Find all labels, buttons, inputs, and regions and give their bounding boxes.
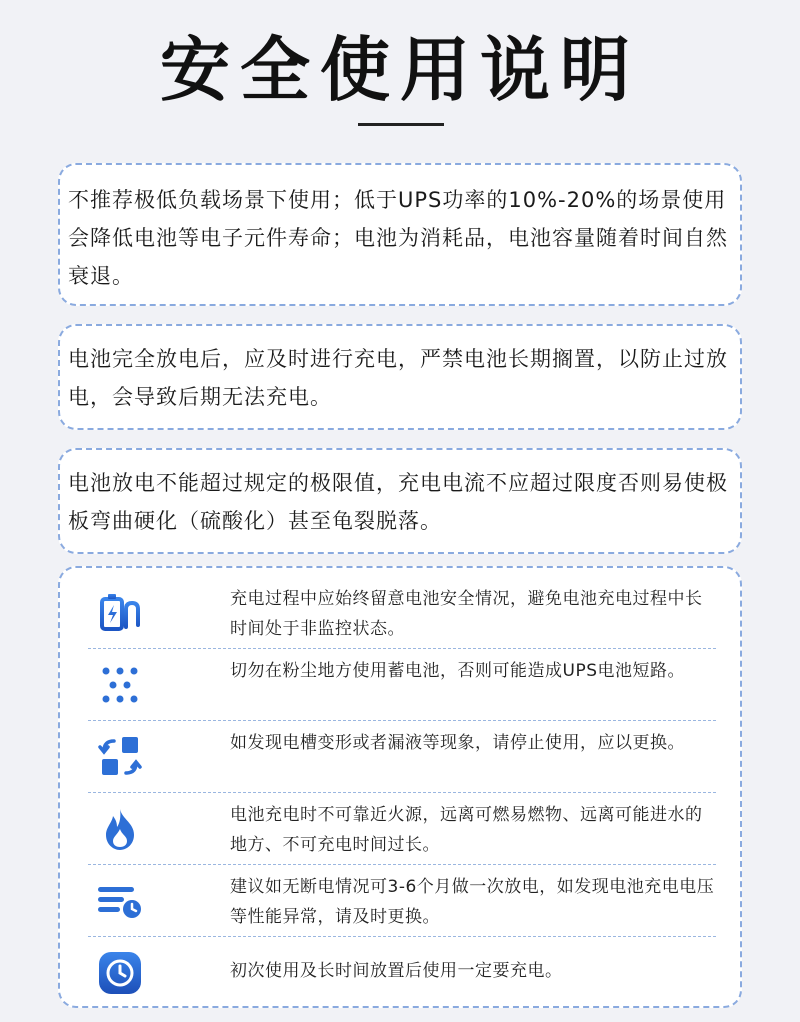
note-text: 电池完全放电后，应及时进行充电，严禁电池长期搁置，以防止过放电，会导致后期无法充电。 bbox=[68, 347, 728, 409]
tip-text: 电池充电时不可靠近火源，远离可燃易燃物、远离可能进水的地方、不可充电时间过长。 bbox=[230, 805, 703, 855]
note-text: 电池放电不能超过规定的极限值，充电电流不应超过限度否则易使极板弯曲硬化（硫酸化）甚至龟裂脱落。 bbox=[68, 471, 728, 533]
dust-dots-icon bbox=[96, 661, 144, 709]
tip-row bbox=[88, 576, 716, 649]
battery-charging-icon bbox=[96, 589, 144, 637]
note-text: 不推荐极低负载场景下使用；低于UPS功率的10%-20%的场景使用会降低电池等电子元件寿命；电池为消耗品，电池容量随着时间自然衰退。 bbox=[68, 188, 728, 288]
schedule-clock-icon bbox=[96, 877, 144, 925]
tip-text: 如发现电槽变形或者漏液等现象，请停止使用，应以更换。 bbox=[230, 733, 685, 753]
tip-row bbox=[88, 720, 716, 793]
page-title: 安全使用说明 bbox=[160, 29, 640, 111]
tip-text: 初次使用及长时间放置后使用一定要充电。 bbox=[230, 961, 563, 981]
fire-icon bbox=[96, 805, 144, 853]
note-card-1 bbox=[58, 163, 742, 306]
tips-card bbox=[58, 566, 742, 1008]
tip-row bbox=[88, 648, 716, 721]
tip-row bbox=[88, 792, 716, 865]
clock-icon bbox=[96, 949, 144, 997]
note-card-2 bbox=[58, 324, 742, 430]
tip-text: 建议如无断电情况可3-6个月做一次放电，如发现电池充电电压等性能异常，请及时更换。 bbox=[230, 877, 715, 927]
tip-row bbox=[88, 864, 716, 937]
tip-text: 切勿在粉尘地方使用蓄电池，否则可能造成UPS电池短路。 bbox=[230, 661, 685, 681]
replace-swap-icon bbox=[96, 733, 144, 781]
tip-row bbox=[88, 936, 716, 1008]
tip-text: 充电过程中应始终留意电池安全情况，避免电池充电过程中长时间处于非监控状态。 bbox=[230, 589, 703, 639]
note-card-3 bbox=[58, 448, 742, 554]
title-underline bbox=[358, 123, 444, 126]
